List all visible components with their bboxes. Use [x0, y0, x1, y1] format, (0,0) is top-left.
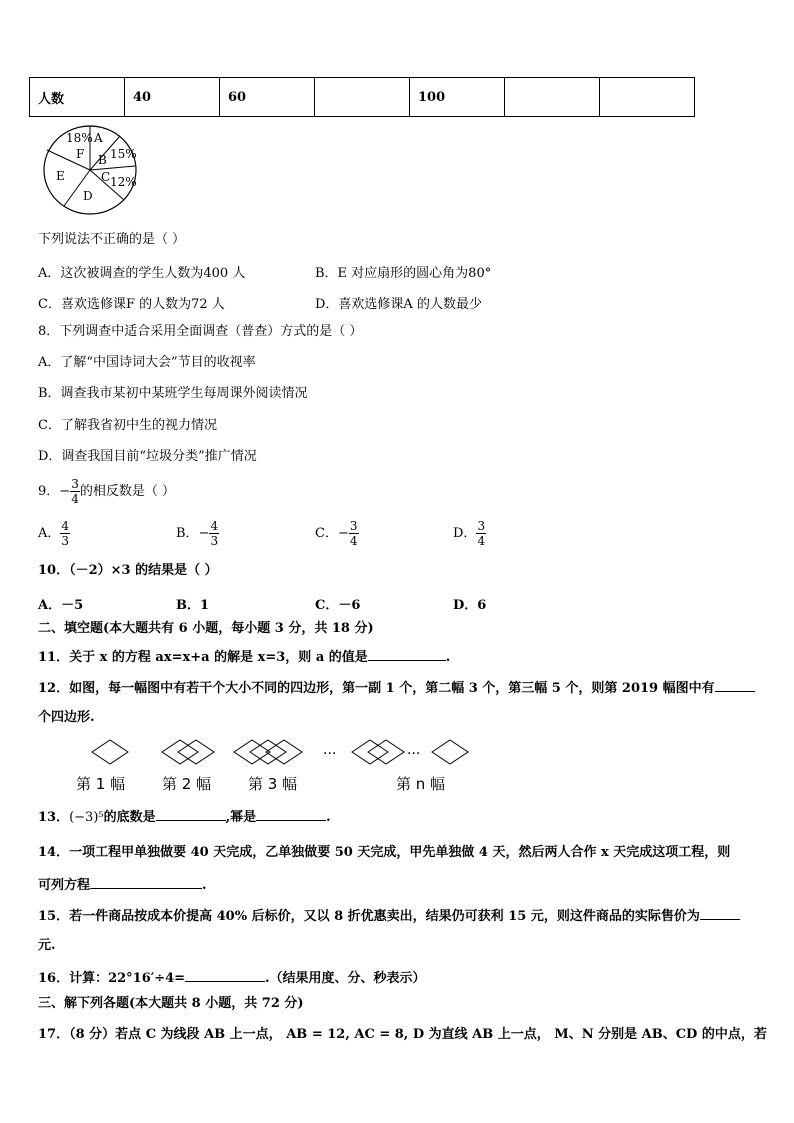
- fraction-denominator: 3: [61, 534, 70, 548]
- option-fraction: [209, 519, 219, 548]
- question-17: 17．（8 分）若点 C 为线段 AB 上一点， AB = 12, AC = 8, D 为直线 AB 上一点， M、N 分别是 AB、CD 的中点，若: [38, 1027, 767, 1042]
- pie-divider: [90, 166, 135, 170]
- table-row-label: 人数: [30, 78, 125, 117]
- q14-period: .: [202, 878, 207, 893]
- question-7-stem: 下列说法不正确的是（ ）: [38, 232, 186, 247]
- pie-chart-figure: [42, 124, 142, 219]
- q9-minus: −: [59, 484, 71, 499]
- question-12-line-2: 个四边形.: [38, 710, 95, 725]
- diamond-shape: [368, 740, 404, 764]
- fraction-numerator: 4: [210, 519, 219, 533]
- q9-tail: 的相反数是（ ）: [79, 484, 175, 499]
- table-cell: [505, 78, 600, 117]
- q11-text: 11．关于 x 的方程 ax=x+a 的解是 x=3，则 a 的值是: [38, 650, 368, 665]
- answer-blank: [256, 808, 326, 821]
- question-12-line-1: [38, 679, 755, 697]
- q8-option-b: B．调查我市某初中某班学生每周课外阅读情况: [38, 386, 308, 401]
- section-2-heading: 二、填空题(本大题共有 6 小题，每小题 3 分，共 18 分): [38, 621, 374, 636]
- ellipsis-dots: ···: [323, 746, 337, 762]
- fraction-denominator: 4: [477, 534, 486, 548]
- fraction-numerator: 3: [71, 477, 79, 491]
- option-fraction: [60, 519, 70, 548]
- fraction-denominator: 4: [349, 534, 358, 548]
- diamond-shape: [162, 740, 198, 764]
- q9-option-d: [453, 518, 486, 550]
- q14-text: 可列方程: [38, 878, 91, 893]
- pie-label-a: A: [94, 131, 103, 145]
- q7-option-c: C．喜欢选修课F 的人数为72 人: [38, 297, 225, 312]
- answer-blank: [700, 907, 740, 920]
- answer-blank: [90, 876, 202, 889]
- q9-option-c: [315, 518, 359, 550]
- pie-label-d: D: [83, 189, 93, 203]
- table-row: [30, 78, 695, 117]
- diamond-shape: [266, 740, 302, 764]
- diamond-shape: [250, 740, 286, 764]
- pie-percent-c: 12%: [110, 175, 137, 189]
- question-14-line-1: 14．一项工程甲单独做要 40 天完成，乙单独做要 50 天完成，甲先单独做 4 天，然后两人合作 x 天完成这项工程，则: [38, 845, 731, 860]
- figure-label-3: 第 3 幅: [248, 775, 298, 793]
- q8-option-d: D．调查我国目前“垃圾分类”推广情况: [38, 449, 257, 464]
- diamond-shape: [352, 740, 388, 764]
- option-fraction: [349, 519, 359, 548]
- q7-option-b: B．E 对应扇形的圆心角为80°: [315, 266, 492, 281]
- answer-blank: [368, 648, 446, 661]
- q7-option-a: A．这次被调查的学生人数为400 人: [38, 266, 246, 281]
- diamond-shape: [234, 740, 270, 764]
- q8-option-c: C．了解我省初中生的视力情况: [38, 418, 217, 433]
- fraction-numerator: 3: [349, 519, 358, 533]
- q16-text-2: .（结果用度、分、秒表示）: [265, 971, 426, 986]
- figure-label-1: 第 1 幅: [76, 775, 126, 793]
- fraction-numerator: 3: [477, 519, 486, 533]
- ellipsis-dots: ···: [407, 746, 421, 762]
- q13-text: 的底数是: [103, 810, 156, 825]
- option-sign: −: [198, 526, 210, 541]
- q7-option-d: D．喜欢选修课A 的人数最少: [315, 297, 482, 312]
- pie-label-f: F: [76, 147, 85, 161]
- q9-option-b: [176, 518, 219, 550]
- fraction-denominator: 4: [71, 492, 79, 506]
- q9-fraction: [70, 477, 80, 506]
- question-15-line-2: 元.: [38, 938, 56, 953]
- q10-option-a: A．－5: [38, 598, 84, 613]
- table-cell: 40: [125, 78, 220, 117]
- answer-blank: [156, 808, 226, 821]
- option-fraction: [476, 519, 486, 548]
- fraction-numerator: 4: [61, 519, 70, 533]
- table-cell: 100: [410, 78, 505, 117]
- question-8-stem: 8．下列调查中适合采用全面调查（普查）方式的是（ ）: [38, 324, 363, 339]
- q12-text: 12．如图，每一幅图中有若干个大小不同的四边形，第一副 1 个，第二幅 3 个，第三幅 5 个，则第 2019 幅图中有: [38, 681, 715, 696]
- q11-period: .: [445, 650, 451, 665]
- option-label: B．: [176, 526, 199, 541]
- table-cell: 60: [220, 78, 315, 117]
- diamond-shape: [432, 740, 468, 764]
- section-3-heading: 三、解下列各题(本大题共 8 小题，共 72 分): [38, 996, 304, 1011]
- q15-text: 15．若一件商品按成本价提高 40% 后标价，又以 8 折优惠卖出，结果仍可获利 15 元，则这件商品的实际售价为: [38, 909, 700, 924]
- question-9-stem: [38, 476, 175, 508]
- answer-blank: [185, 969, 265, 982]
- q10-option-d: D．6: [453, 598, 487, 613]
- fraction-denominator: 3: [210, 534, 219, 548]
- q13-period: .: [326, 810, 331, 825]
- q16-text: 16．计算：22°16′÷4=: [38, 971, 186, 986]
- pie-label-e: E: [56, 169, 65, 183]
- table-cell: [600, 78, 695, 117]
- option-sign: −: [337, 526, 349, 541]
- figure-label-n: 第 n 幅: [396, 775, 446, 793]
- question-13: [38, 808, 331, 826]
- figure-label-2: 第 2 幅: [162, 775, 212, 793]
- pie-label-b: B: [98, 153, 107, 167]
- question-10-stem: 10．（－2）×3 的结果是（ ）: [38, 563, 218, 578]
- q8-option-a: A．了解“中国诗词大会”节目的收视率: [38, 355, 256, 370]
- question-16: [38, 969, 426, 987]
- q10-option-c: C．－6: [315, 598, 361, 613]
- data-table: [29, 77, 695, 117]
- pie-label-c: C: [101, 170, 111, 184]
- pie-percent-b: 15%: [110, 147, 137, 161]
- question-14-line-2: [38, 876, 207, 894]
- option-label: D．: [453, 526, 477, 541]
- pie-percent-f: 18%: [66, 131, 93, 145]
- table-cell: [315, 78, 410, 117]
- option-label: A．: [38, 526, 61, 541]
- option-label: C．: [315, 526, 338, 541]
- q13-expression: (−3)⁵: [69, 810, 104, 825]
- q9-option-a: [38, 518, 70, 550]
- diamond-shape: [178, 740, 214, 764]
- q12-diamond-figure: [80, 738, 480, 774]
- q13-text-2: ,幂是: [225, 810, 257, 825]
- q10-option-b: B．1: [176, 598, 210, 613]
- answer-blank: [715, 679, 755, 692]
- diamond-shape: [92, 740, 128, 764]
- question-11: [38, 648, 450, 666]
- q13-number: 13．: [38, 810, 70, 825]
- q9-number: 9．: [38, 484, 60, 499]
- question-15-line-1: [38, 907, 740, 925]
